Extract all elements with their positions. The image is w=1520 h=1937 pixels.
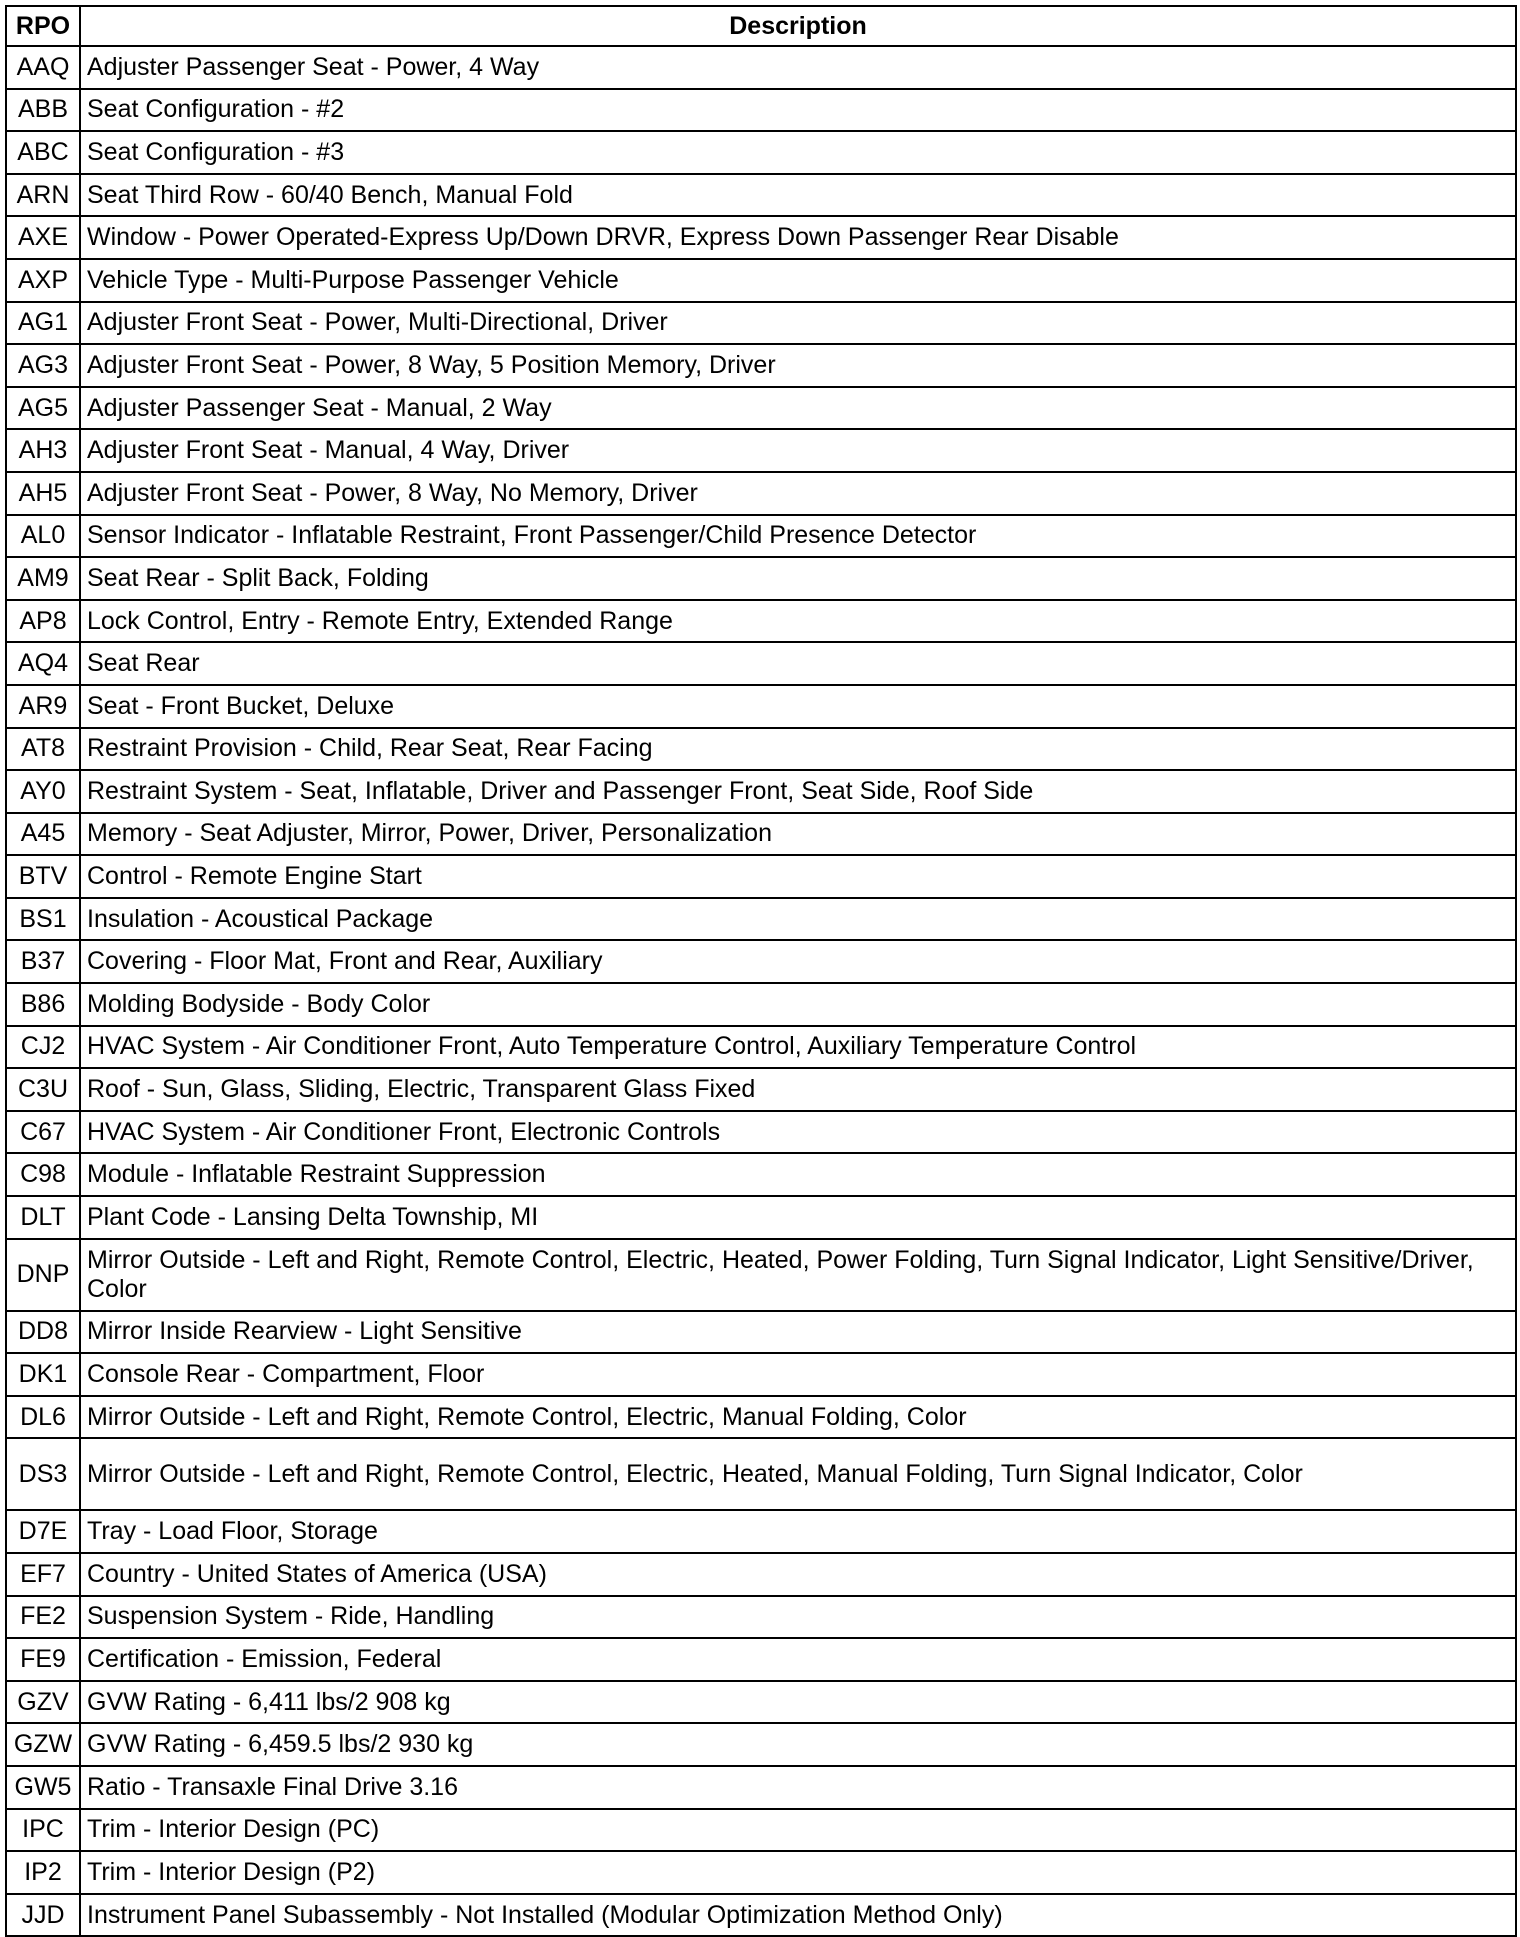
rpo-code-cell: ABB <box>6 89 80 132</box>
rpo-code-cell: AT8 <box>6 728 80 771</box>
rpo-table <box>5 5 1517 1937</box>
description-cell: Window - Power Operated-Express Up/Down DRVR, Express Down Passenger Rear Disable <box>80 216 1516 259</box>
table-row <box>6 642 1516 685</box>
table-header <box>6 6 1516 46</box>
table-row <box>6 472 1516 515</box>
table-row <box>6 1766 1516 1809</box>
description-cell: Insulation - Acoustical Package <box>80 898 1516 941</box>
table-row <box>6 1153 1516 1196</box>
table-row <box>6 685 1516 728</box>
table-row <box>6 1026 1516 1069</box>
rpo-code-cell: C67 <box>6 1111 80 1154</box>
description-cell: Sensor Indicator - Inflatable Restraint, Front Passenger/Child Presence Detector <box>80 515 1516 558</box>
rpo-code-cell: B86 <box>6 983 80 1026</box>
description-cell: Suspension System - Ride, Handling <box>80 1596 1516 1639</box>
description-cell: Roof - Sun, Glass, Sliding, Electric, Transparent Glass Fixed <box>80 1068 1516 1111</box>
rpo-code-cell: BS1 <box>6 898 80 941</box>
rpo-code-cell: A45 <box>6 813 80 856</box>
rpo-code-cell: GZV <box>6 1681 80 1724</box>
description-cell: Memory - Seat Adjuster, Mirror, Power, Driver, Personalization <box>80 813 1516 856</box>
rpo-column-header: RPO <box>6 6 80 46</box>
description-cell: Tray - Load Floor, Storage <box>80 1510 1516 1553</box>
description-cell: Mirror Outside - Left and Right, Remote Control, Electric, Manual Folding, Color <box>80 1396 1516 1439</box>
table-row <box>6 344 1516 387</box>
table-row <box>6 1196 1516 1239</box>
description-cell: Console Rear - Compartment, Floor <box>80 1353 1516 1396</box>
rpo-code-cell: AQ4 <box>6 642 80 685</box>
rpo-code-cell: AH5 <box>6 472 80 515</box>
rpo-code-cell: C3U <box>6 1068 80 1111</box>
rpo-code-cell: AL0 <box>6 515 80 558</box>
description-cell: Adjuster Front Seat - Power, Multi-Directional, Driver <box>80 302 1516 345</box>
rpo-code-cell: AY0 <box>6 770 80 813</box>
description-cell: Molding Bodyside - Body Color <box>80 983 1516 1026</box>
table-row <box>6 89 1516 132</box>
table-row <box>6 1438 1516 1510</box>
rpo-code-cell: C98 <box>6 1153 80 1196</box>
description-cell: Adjuster Front Seat - Power, 8 Way, 5 Position Memory, Driver <box>80 344 1516 387</box>
rpo-code-cell: AAQ <box>6 46 80 89</box>
description-cell: Country - United States of America (USA) <box>80 1553 1516 1596</box>
description-cell: HVAC System - Air Conditioner Front, Electronic Controls <box>80 1111 1516 1154</box>
description-cell: Adjuster Front Seat - Power, 8 Way, No Memory, Driver <box>80 472 1516 515</box>
table-row <box>6 1068 1516 1111</box>
rpo-code-cell: DK1 <box>6 1353 80 1396</box>
table-row <box>6 1596 1516 1639</box>
table-row <box>6 855 1516 898</box>
description-cell: Adjuster Passenger Seat - Manual, 2 Way <box>80 387 1516 430</box>
table-row <box>6 515 1516 558</box>
description-cell: Seat Configuration - #2 <box>80 89 1516 132</box>
rpo-code-cell: B37 <box>6 940 80 983</box>
table-row <box>6 1111 1516 1154</box>
rpo-code-cell: IPC <box>6 1809 80 1852</box>
rpo-code-cell: AH3 <box>6 429 80 472</box>
description-cell: Trim - Interior Design (P2) <box>80 1851 1516 1894</box>
description-cell: Adjuster Passenger Seat - Power, 4 Way <box>80 46 1516 89</box>
rpo-code-cell: JJD <box>6 1894 80 1937</box>
rpo-code-cell: AXE <box>6 216 80 259</box>
description-cell: Trim - Interior Design (PC) <box>80 1809 1516 1852</box>
table-row <box>6 557 1516 600</box>
table-row <box>6 1638 1516 1681</box>
table-row <box>6 1809 1516 1852</box>
description-cell: Mirror Outside - Left and Right, Remote Control, Electric, Heated, Power Folding, Turn Signal Indicator, Light Sensitive/Driver, Color <box>80 1239 1516 1311</box>
description-cell: Covering - Floor Mat, Front and Rear, Auxiliary <box>80 940 1516 983</box>
rpo-code-cell: AG1 <box>6 302 80 345</box>
table-row <box>6 600 1516 643</box>
table-row <box>6 259 1516 302</box>
description-cell: Ratio - Transaxle Final Drive 3.16 <box>80 1766 1516 1809</box>
rpo-code-cell: FE2 <box>6 1596 80 1639</box>
rpo-code-cell: FE9 <box>6 1638 80 1681</box>
table-row <box>6 46 1516 89</box>
rpo-code-cell: ARN <box>6 174 80 217</box>
description-cell: Mirror Inside Rearview - Light Sensitive <box>80 1311 1516 1354</box>
rpo-code-cell: AR9 <box>6 685 80 728</box>
rpo-code-cell: DD8 <box>6 1311 80 1354</box>
rpo-code-cell: AG5 <box>6 387 80 430</box>
description-cell: Certification - Emission, Federal <box>80 1638 1516 1681</box>
table-row <box>6 898 1516 941</box>
rpo-code-cell: DL6 <box>6 1396 80 1439</box>
table-row <box>6 940 1516 983</box>
description-cell: GVW Rating - 6,459.5 lbs/2 930 kg <box>80 1723 1516 1766</box>
description-cell: Instrument Panel Subassembly - Not Installed (Modular Optimization Method Only) <box>80 1894 1516 1937</box>
rpo-code-cell: EF7 <box>6 1553 80 1596</box>
table-row <box>6 302 1516 345</box>
table-row <box>6 728 1516 771</box>
rpo-code-cell: DS3 <box>6 1438 80 1510</box>
description-cell: Lock Control, Entry - Remote Entry, Extended Range <box>80 600 1516 643</box>
description-cell: Vehicle Type - Multi-Purpose Passenger Vehicle <box>80 259 1516 302</box>
table-row <box>6 813 1516 856</box>
table-row <box>6 770 1516 813</box>
description-cell: Seat Rear - Split Back, Folding <box>80 557 1516 600</box>
table-row <box>6 1396 1516 1439</box>
description-cell: Seat Third Row - 60/40 Bench, Manual Fold <box>80 174 1516 217</box>
rpo-code-cell: ABC <box>6 131 80 174</box>
table-row <box>6 1353 1516 1396</box>
header-row <box>6 6 1516 46</box>
description-cell: Seat - Front Bucket, Deluxe <box>80 685 1516 728</box>
rpo-code-cell: BTV <box>6 855 80 898</box>
table-row <box>6 387 1516 430</box>
rpo-code-cell: D7E <box>6 1510 80 1553</box>
table-row <box>6 216 1516 259</box>
table-row <box>6 1510 1516 1553</box>
rpo-code-cell: AXP <box>6 259 80 302</box>
table-row <box>6 131 1516 174</box>
description-cell: Restraint Provision - Child, Rear Seat, Rear Facing <box>80 728 1516 771</box>
description-cell: Mirror Outside - Left and Right, Remote Control, Electric, Heated, Manual Folding, Turn Signal Indicator, Color <box>80 1438 1516 1510</box>
table-row <box>6 1723 1516 1766</box>
description-cell: Seat Configuration - #3 <box>80 131 1516 174</box>
description-cell: Control - Remote Engine Start <box>80 855 1516 898</box>
rpo-table-container <box>5 5 1515 1937</box>
rpo-code-cell: CJ2 <box>6 1026 80 1069</box>
table-row <box>6 983 1516 1026</box>
table-row <box>6 1681 1516 1724</box>
table-row <box>6 1894 1516 1937</box>
table-body <box>6 46 1516 1936</box>
description-column-header: Description <box>80 6 1516 46</box>
rpo-code-cell: DNP <box>6 1239 80 1311</box>
table-row <box>6 1851 1516 1894</box>
table-row <box>6 174 1516 217</box>
rpo-code-cell: GW5 <box>6 1766 80 1809</box>
description-cell: Adjuster Front Seat - Manual, 4 Way, Driver <box>80 429 1516 472</box>
rpo-code-cell: DLT <box>6 1196 80 1239</box>
table-row <box>6 429 1516 472</box>
description-cell: Seat Rear <box>80 642 1516 685</box>
table-row <box>6 1553 1516 1596</box>
rpo-code-cell: IP2 <box>6 1851 80 1894</box>
description-cell: HVAC System - Air Conditioner Front, Auto Temperature Control, Auxiliary Temperature Control <box>80 1026 1516 1069</box>
description-cell: Restraint System - Seat, Inflatable, Driver and Passenger Front, Seat Side, Roof Side <box>80 770 1516 813</box>
description-cell: Module - Inflatable Restraint Suppression <box>80 1153 1516 1196</box>
table-row <box>6 1239 1516 1311</box>
rpo-code-cell: AG3 <box>6 344 80 387</box>
description-cell: GVW Rating - 6,411 lbs/2 908 kg <box>80 1681 1516 1724</box>
table-row <box>6 1311 1516 1354</box>
rpo-code-cell: GZW <box>6 1723 80 1766</box>
rpo-code-cell: AP8 <box>6 600 80 643</box>
description-cell: Plant Code - Lansing Delta Township, MI <box>80 1196 1516 1239</box>
rpo-code-cell: AM9 <box>6 557 80 600</box>
